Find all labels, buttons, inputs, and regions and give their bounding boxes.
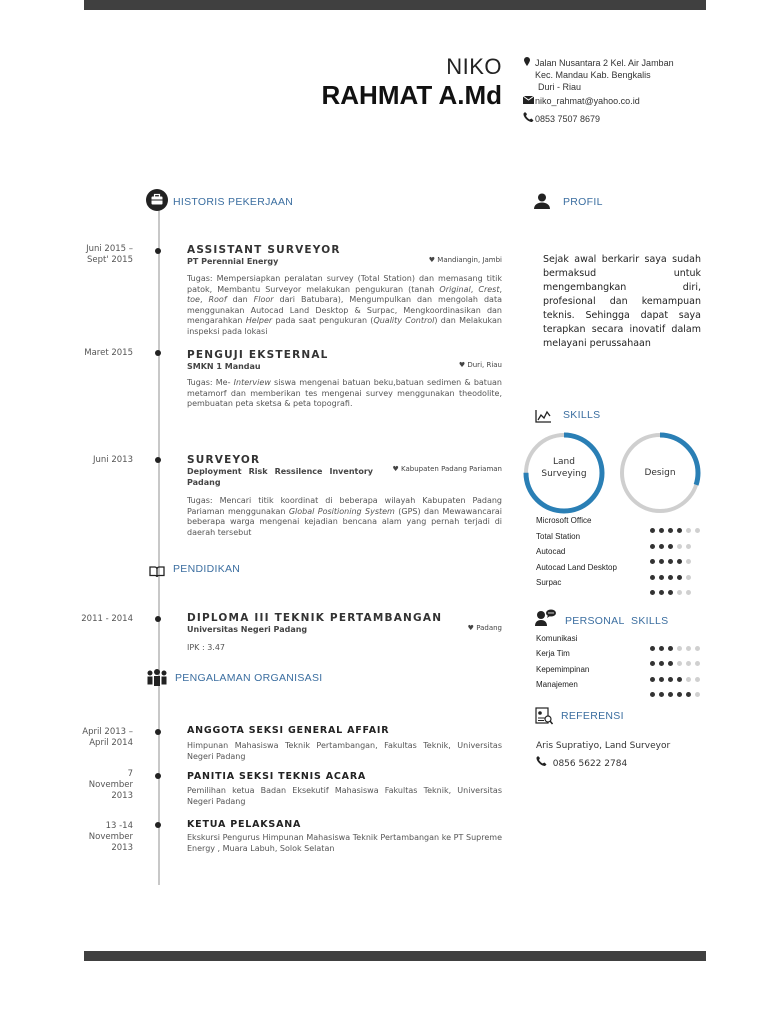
skills-section-title: SKILLS [563, 409, 601, 421]
timeline-dot [155, 457, 161, 463]
speaking-person-icon [535, 609, 557, 630]
timeline-dot [155, 248, 161, 254]
job-position: SURVEYOR [187, 454, 261, 466]
briefcase-icon [146, 189, 168, 215]
org-date: 7 November 2013 [88, 769, 133, 801]
timeline-dot [155, 616, 161, 622]
reference-name: Aris Supratiyo, Land Surveyor [536, 741, 671, 751]
reference-phone: 0856 5622 2784 [552, 759, 628, 769]
skill-circle-design [625, 438, 695, 508]
skill-name: Kepemimpinan [536, 664, 590, 674]
skill-level-dot [659, 692, 664, 697]
skill-row [536, 516, 704, 528]
job-location: ♥ Kabupaten Padang Pariaman [392, 465, 502, 473]
skill-row [536, 563, 704, 575]
profile-section-title: PROFIL [563, 196, 603, 208]
job-location: ♥ Duri, Riau [458, 361, 502, 369]
skill-level-dots [650, 682, 704, 701]
reference-section-title: REFERENSI [561, 710, 624, 722]
skill-name: Manajemen [536, 679, 578, 689]
phone-icon [536, 759, 547, 769]
work-section-title: HISTORIS PEKERJAAN [173, 196, 294, 208]
reference-phone-line [536, 756, 627, 769]
skill-row [536, 649, 704, 661]
address-line1: Jalan Nusantara 2 Kel. Air Jamban [523, 57, 674, 69]
skill-level-dots [650, 580, 695, 599]
timeline-dot [155, 729, 161, 735]
timeline-dot [155, 350, 161, 356]
skill-name: Autocad [536, 547, 566, 556]
phone-icon [523, 112, 535, 125]
skill-name: Komunikasi [536, 634, 578, 643]
bottom-bar [84, 951, 706, 961]
skill-name: Surpac [536, 578, 562, 587]
location-pin-icon: ♥ [428, 256, 436, 264]
skill-level-dot [650, 692, 655, 697]
job-description: Tugas: Mempersiapkan peralatan survey (Total Station) dan memasang titik patok, Membantu Surveyor melakukan pengukuran (tanah Original, Crest, toe, Roof dan Floor dari Batubara), Mengumpulkan dan mengolah data menggunakan Autocad Land Desktop & Surpac, Mengkoordinasikan dan mengarahkan Helper pada saat pengukuran (Quality Control) dan Melakukan inspeksi pada lokasi [187, 274, 503, 336]
job-date: Juni 2013 [93, 455, 133, 465]
skill-row [536, 547, 704, 559]
org-description: Pemilihan ketua Badan Eksekutif Mahasiswa Fakultas Teknik, Universitas Negeri Padang [187, 786, 502, 806]
org-date: 13 -14 November 2013 [88, 821, 133, 853]
org-description: Himpunan Mahasiswa Teknik Pertambangan, Fakultas Teknik, Universitas Negeri Padang [187, 741, 502, 761]
location-pin-icon: ♥ [467, 624, 474, 632]
job-description: Tugas: Mencari titik koordinat di beberapa wilayah Kabupaten Padang Pariaman menggunakan Global Positioning System (GPS) dan Mewawancarai beberapa warga mengenai kejadian bencana alam yang pernah terjadi di daerah tersebut [187, 496, 502, 537]
line-chart-icon [535, 408, 551, 427]
skill-row [536, 680, 704, 692]
skill-name: Autocad Land Desktop [536, 562, 617, 572]
education-location: ♥ Padang [467, 624, 502, 632]
address-line2: Kec. Mandau Kab. Bengkalis [535, 70, 651, 80]
skill-row [536, 578, 704, 590]
group-people-icon [145, 669, 169, 691]
org-role: PANITIA SEKSI TEKNIS ACARA [187, 771, 367, 782]
skill-circle-land-surveying [529, 438, 599, 508]
skill-row [536, 665, 704, 677]
job-company: SMKN 1 Mandau [187, 362, 261, 371]
skill-level-dot [686, 590, 691, 595]
personal-skills-section-title: PERSONAL SKILLS [565, 615, 669, 627]
location-pin-icon: ♥ [392, 465, 399, 473]
education-degree: DIPLOMA III TEKNIK PERTAMBANGAN [187, 612, 443, 624]
skill-row [536, 634, 704, 646]
profile-text: Sejak awal berkarir saya sudah bermaksud untuk mengembangkan diri, profesional dan kemampuan teknis. Sehingga dapat saya terapkan secara inovatif dalam melayani perussahaan [543, 254, 701, 349]
reference-card-icon [535, 707, 553, 729]
org-description: Ekskursi Pengurus Himpunan Mahasiswa Teknik Pertambangan ke PT Supreme Energy , Muara Labuh, Solok Selatan [187, 833, 502, 853]
skill-level-dot [695, 692, 700, 697]
location-pin-icon [523, 57, 535, 69]
timeline-line [158, 205, 160, 885]
skill-level-dot [677, 692, 682, 697]
skill-level-dot [677, 590, 682, 595]
skill-name: Kerja Tim [536, 649, 570, 659]
organization-section-title: PENGALAMAN ORGANISASI [175, 672, 323, 684]
phone: 0853 7507 8679 [535, 114, 601, 124]
skill-circle-label: Design [644, 468, 676, 478]
skill-level-dot [668, 590, 673, 595]
education-date: 2011 - 2014 [81, 614, 133, 624]
skill-circle-label: Land [553, 457, 575, 467]
skill-level-dot [668, 692, 673, 697]
email-line [523, 95, 640, 107]
envelope-icon [523, 95, 535, 107]
last-name: RAHMAT A.Md [321, 80, 502, 110]
phone-line [523, 112, 600, 125]
skill-name: Total Station [536, 531, 581, 541]
timeline-dot [155, 822, 161, 828]
job-description: Tugas: Me- Interview siswa mengenai batuan beku,batuan sedimen & batuan metamorf dan memberikan tes mengenai survey menggunakan theodolite, pembuatan peta sketsa & peta topografi. [187, 378, 502, 408]
job-company: PT Perennial Energy [187, 257, 279, 266]
first-name: NIKO [446, 54, 502, 79]
job-date: Juni 2015 – Sept' 2015 [86, 244, 133, 265]
person-icon [534, 193, 550, 213]
address-line3: Duri - Riau [538, 82, 582, 92]
job-position: PENGUJI EKSTERNAL [187, 349, 329, 361]
job-date: Maret 2015 [84, 348, 133, 358]
skill-name: Microsoft Office [536, 516, 592, 525]
org-date: April 2013 – April 2014 [82, 727, 133, 748]
job-position: ASSISTANT SURVEYOR [187, 244, 341, 256]
email[interactable]: niko_rahmat@yahoo.co.id [535, 96, 640, 106]
timeline-dot [155, 773, 161, 779]
skill-level-dot [686, 692, 691, 697]
top-bar [84, 0, 706, 10]
skill-circle-label: Surveying [541, 469, 587, 479]
location-pin-icon: ♥ [458, 361, 466, 369]
skill-level-dot [650, 590, 655, 595]
education-gpa: IPK : 3.47 [187, 643, 226, 652]
skill-row [536, 532, 704, 544]
org-role: ANGGOTA SEKSI GENERAL AFFAIR [187, 725, 390, 736]
education-school: Universitas Negeri Padang [187, 625, 308, 634]
skill-level-dot [659, 590, 664, 595]
book-icon [149, 563, 165, 582]
education-section-title: PENDIDIKAN [173, 563, 241, 575]
org-role: KETUA PELAKSANA [187, 819, 302, 830]
job-location: ♥ Mandiangin, Jambi [428, 256, 502, 264]
job-company: Deployment Risk Ressilence Inventory Padang [187, 467, 373, 487]
